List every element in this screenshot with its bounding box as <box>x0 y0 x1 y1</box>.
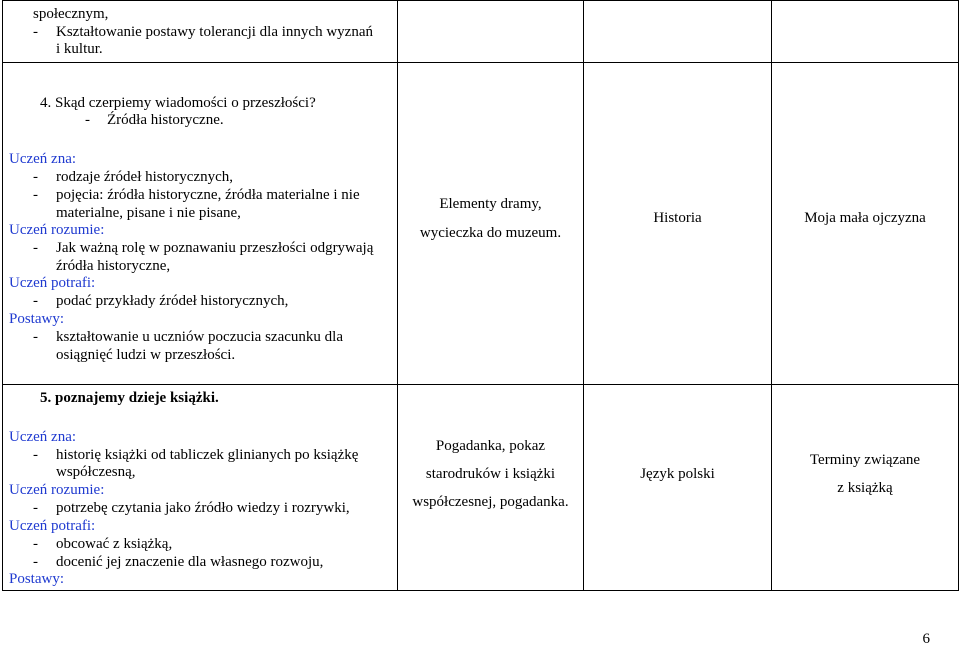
text-line: podać przykłady źródeł historycznych, <box>56 293 289 309</box>
row4-path-cell <box>772 63 959 385</box>
text-line: pojęcia: źródła historyczne, źródła materialne i nie <box>56 187 360 203</box>
subject-text: Historia <box>653 210 702 226</box>
methods-line: współczesnej, pogadanka. <box>412 494 569 510</box>
table-row <box>3 1 959 63</box>
path-text: Moja mała ojczyzna <box>804 210 926 226</box>
attitudes-label: Postawy: <box>9 571 65 587</box>
text-line: Jak ważną rolę w poznawaniu przeszłości odgrywają <box>56 240 374 256</box>
page-number: 6 <box>922 631 930 647</box>
dash: - <box>33 187 38 203</box>
text-line: Kształtowanie postawy tolerancji dla innych wyznań <box>56 24 373 40</box>
dash: - <box>33 293 38 309</box>
text-line: społecznym, <box>33 6 109 22</box>
row4-subject-cell <box>584 63 772 385</box>
dash: - <box>33 500 38 516</box>
methods-line: Elementy dramy, <box>439 196 542 212</box>
top-content-cell <box>3 1 398 63</box>
row5-methods-cell <box>398 385 584 591</box>
dash: - <box>85 112 90 128</box>
table-row <box>3 63 959 385</box>
knows-label: Uczeń zna: <box>9 151 77 167</box>
text-line: współczesną, <box>56 464 136 480</box>
can-label: Uczeń potrafi: <box>9 518 96 534</box>
text-line: i kultur. <box>56 41 103 57</box>
empty-cell <box>772 1 959 63</box>
dash: - <box>33 24 38 40</box>
empty-cell <box>398 1 584 63</box>
row5-content-cell <box>3 385 398 591</box>
dash: - <box>33 554 38 570</box>
understands-label: Uczeń rozumie: <box>9 482 105 498</box>
text-line: potrzebę czytania jako źródło wiedzy i rozrywki, <box>56 500 350 516</box>
row5-path-cell <box>772 385 959 591</box>
understands-label: Uczeń rozumie: <box>9 222 105 238</box>
dash: - <box>33 240 38 256</box>
can-label: Uczeń potrafi: <box>9 275 96 291</box>
attitudes-label: Postawy: <box>9 311 65 327</box>
section-heading: 5. poznajemy dzieje książki. <box>40 390 219 406</box>
row5-subject-cell <box>584 385 772 591</box>
subject-text: Język polski <box>640 466 715 482</box>
text-line: kształtowanie u uczniów poczucia szacunku dla <box>56 329 343 345</box>
methods-line: Pogadanka, pokaz <box>435 438 546 454</box>
section-subheading: Źródła historyczne. <box>107 112 224 128</box>
path-line: z książką <box>837 480 893 496</box>
text-line: źródła historyczne, <box>56 258 171 274</box>
section-heading: 4. Skąd czerpiemy wiadomości o przeszłości? <box>40 95 316 111</box>
text-line: historię książki od tabliczek glinianych po książkę <box>56 447 359 463</box>
text-line: docenić jej znaczenie dla własnego rozwoju, <box>56 554 324 570</box>
row4-content-cell <box>3 63 398 385</box>
text-line: obcować z książką, <box>56 536 173 552</box>
knows-label: Uczeń zna: <box>9 429 77 445</box>
dash: - <box>33 329 38 345</box>
table-row <box>3 385 959 591</box>
curriculum-table <box>2 0 959 591</box>
methods-line: wycieczka do muzeum. <box>419 225 562 241</box>
methods-line: starodruków i książki <box>425 466 556 482</box>
text-line: rodzaje źródeł historycznych, <box>56 169 234 185</box>
path-line: Terminy związane <box>809 452 921 468</box>
dash: - <box>33 536 38 552</box>
row4-methods-cell <box>398 63 584 385</box>
empty-cell <box>584 1 772 63</box>
text-line: materialne, pisane i nie pisane, <box>56 205 241 221</box>
dash: - <box>33 447 38 463</box>
text-line: osiągnięć ludzi w przeszłości. <box>56 347 236 363</box>
dash: - <box>33 169 38 185</box>
